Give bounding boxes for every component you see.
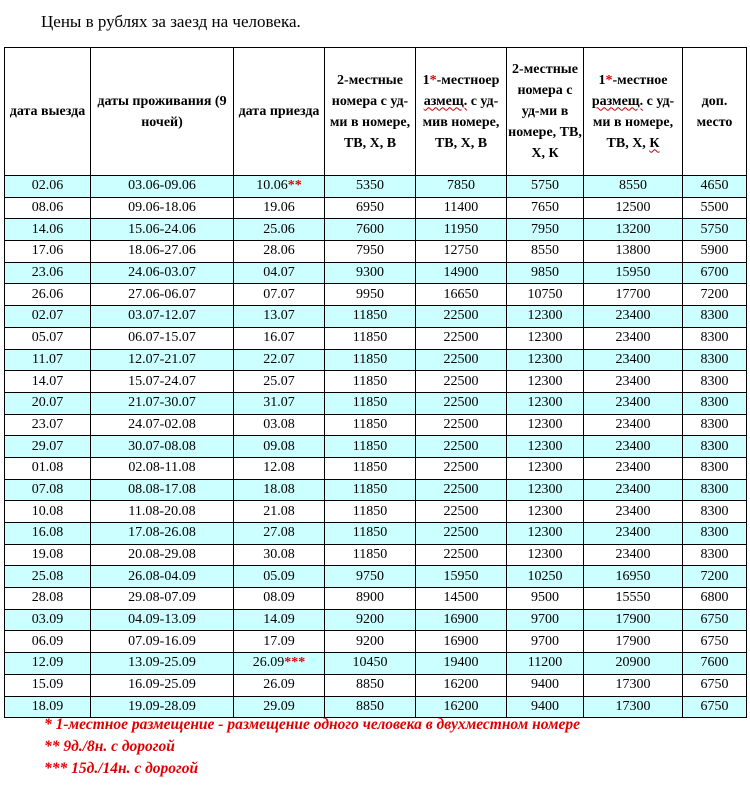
stay-cell: 15.06-24.06 [91,219,234,241]
table-row [5,479,747,501]
table-row [5,609,747,631]
arrival-cell [234,219,325,241]
table-row [5,306,747,328]
double-b-price-cell: 7950 [325,241,416,263]
single-b-price-cell: 15950 [416,566,507,588]
departure-cell: 07.08 [5,479,91,501]
double-b-price-cell: 11850 [325,414,416,436]
double-k-price-cell: 12300 [507,392,584,414]
double-k-price-cell: 12300 [507,327,584,349]
table-row [5,262,747,284]
arrival-date-text: 16.07 [263,330,295,346]
double-k-price-cell: 10750 [507,284,584,306]
single-k-price-cell: 16950 [584,566,683,588]
double-b-price-cell: 11850 [325,371,416,393]
arrival-date-text: 31.07 [263,395,295,411]
header-stay-dates: даты проживания (9 ночей) [91,48,234,176]
footnote-double-star: ** 9д./8н. с дорогой [44,738,175,755]
double-k-price-cell: 5750 [507,176,584,198]
arrival-date-text: 12.08 [263,460,295,476]
table-row [5,588,747,610]
stay-cell: 13.09-25.09 [91,653,234,675]
stay-cell: 24.06-03.07 [91,262,234,284]
stay-cell: 15.07-24.07 [91,371,234,393]
arrival-cell [234,327,325,349]
arrival-cell [234,176,325,198]
single-b-price-cell: 14500 [416,588,507,610]
single-k-price-cell: 15550 [584,588,683,610]
double-b-price-cell: 7600 [325,219,416,241]
table-row [5,501,747,523]
extra-bed-price-cell: 8300 [683,544,747,566]
arrival-date-text: 26.09 [263,677,295,693]
header-single-occupancy-b: 1*-местноер азмещ. с уд-мив номере, ТВ, Х, В [416,48,507,176]
single-k-price-cell: 15950 [584,262,683,284]
table-row [5,674,747,696]
extra-bed-price-cell: 8300 [683,479,747,501]
departure-cell: 02.06 [5,176,91,198]
single-b-price-cell: 22500 [416,523,507,545]
stay-cell: 20.08-29.08 [91,544,234,566]
arrival-date-text: 05.09 [263,568,295,584]
extra-bed-price-cell: 8300 [683,414,747,436]
departure-cell: 18.09 [5,696,91,718]
single-b-price-cell: 11950 [416,219,507,241]
departure-cell: 17.06 [5,241,91,263]
arrival-cell [234,197,325,219]
departure-cell: 11.07 [5,349,91,371]
stay-cell: 29.08-07.09 [91,588,234,610]
double-b-price-cell: 8850 [325,696,416,718]
double-k-price-cell: 9400 [507,674,584,696]
arrival-cell [234,306,325,328]
arrival-cell [234,566,325,588]
extra-bed-price-cell: 8300 [683,306,747,328]
extra-bed-price-cell: 8300 [683,523,747,545]
single-k-price-cell: 23400 [584,457,683,479]
double-k-price-cell: 12300 [507,457,584,479]
single-k-price-cell: 23400 [584,479,683,501]
single-k-price-cell: 17300 [584,696,683,718]
extra-bed-price-cell: 8300 [683,327,747,349]
arrival-cell [234,588,325,610]
double-b-price-cell: 11850 [325,392,416,414]
double-b-price-cell: 11850 [325,436,416,458]
stay-cell: 12.07-21.07 [91,349,234,371]
single-k-price-cell: 23400 [584,414,683,436]
arrival-cell [234,457,325,479]
stay-cell: 27.06-06.07 [91,284,234,306]
stay-cell: 11.08-20.08 [91,501,234,523]
double-b-price-cell: 9200 [325,631,416,653]
single-b-price-cell: 22500 [416,349,507,371]
extra-bed-price-cell: 7200 [683,284,747,306]
footnote-triple-star: *** 15д./14н. с дорогой [44,760,199,777]
departure-cell: 05.07 [5,327,91,349]
single-k-price-cell: 23400 [584,392,683,414]
extra-bed-price-cell: 7200 [683,566,747,588]
single-k-price-cell: 13800 [584,241,683,263]
arrival-cell [234,479,325,501]
double-k-price-cell: 12300 [507,349,584,371]
arrival-cell [234,284,325,306]
stay-cell: 21.07-30.07 [91,392,234,414]
single-b-price-cell: 16200 [416,674,507,696]
extra-bed-price-cell: 6750 [683,631,747,653]
arrival-cell [234,674,325,696]
single-k-price-cell: 17900 [584,609,683,631]
departure-cell: 10.08 [5,501,91,523]
extra-bed-price-cell: 8300 [683,457,747,479]
single-b-price-cell: 22500 [416,414,507,436]
arrival-date-text: 09.08 [263,438,295,454]
arrival-date-text: 25.07 [263,373,295,389]
single-k-price-cell: 13200 [584,219,683,241]
arrival-date-text: 25.06 [263,221,295,237]
single-b-price-cell: 16900 [416,631,507,653]
double-k-price-cell: 12300 [507,544,584,566]
arrival-date-text: 30.08 [263,547,295,563]
departure-cell: 23.07 [5,414,91,436]
single-k-price-cell: 8550 [584,176,683,198]
single-k-price-cell: 12500 [584,197,683,219]
stay-cell: 16.09-25.09 [91,674,234,696]
arrival-cell [234,544,325,566]
stay-cell: 26.08-04.09 [91,566,234,588]
table-row [5,241,747,263]
double-k-price-cell: 9700 [507,631,584,653]
arrival-date-text: 04.07 [263,265,295,281]
header-extra-bed: доп. место [683,48,747,176]
stay-cell: 03.06-09.06 [91,176,234,198]
arrival-date-text: 21.08 [263,503,295,519]
extra-bed-price-cell: 5750 [683,219,747,241]
single-k-price-cell: 17900 [584,631,683,653]
double-k-price-cell: 7950 [507,219,584,241]
arrival-cell [234,349,325,371]
arrival-cell [234,653,325,675]
double-k-price-cell: 10250 [507,566,584,588]
double-k-price-cell: 12300 [507,414,584,436]
table-row [5,457,747,479]
extra-bed-price-cell: 8300 [683,371,747,393]
table-row [5,414,747,436]
departure-cell: 26.06 [5,284,91,306]
header-departure-date: дата выезда [5,48,91,176]
double-k-price-cell: 11200 [507,653,584,675]
table-row [5,566,747,588]
extra-bed-price-cell: 5900 [683,241,747,263]
extra-bed-price-cell: 4650 [683,176,747,198]
stay-cell: 07.09-16.09 [91,631,234,653]
double-k-price-cell: 8550 [507,241,584,263]
departure-cell: 16.08 [5,523,91,545]
footnote-marker: *** [284,655,306,671]
header-arrival-date: дата приезда [234,48,325,176]
extra-bed-price-cell: 7600 [683,653,747,675]
single-b-price-cell: 19400 [416,653,507,675]
arrival-cell [234,392,325,414]
arrival-cell [234,523,325,545]
extra-bed-price-cell: 8300 [683,392,747,414]
stay-cell: 08.08-17.08 [91,479,234,501]
header-single-occupancy-k: 1*-местное размещ. с уд-ми в номере, ТВ, Х, К [584,48,683,176]
header-double-room-b: 2-местные номера с уд-ми в номере, ТВ, Х, В [325,48,416,176]
single-b-price-cell: 12750 [416,241,507,263]
footnotes [44,714,704,780]
double-k-price-cell: 12300 [507,523,584,545]
single-b-price-cell: 16900 [416,609,507,631]
single-k-price-cell: 20900 [584,653,683,675]
table-row [5,176,747,198]
single-b-price-cell: 22500 [416,327,507,349]
arrival-date-text: 19.06 [263,200,295,216]
double-b-price-cell: 10450 [325,653,416,675]
double-b-price-cell: 11850 [325,457,416,479]
departure-cell: 08.06 [5,197,91,219]
footnote-marker: ** [287,178,302,194]
double-b-price-cell: 9300 [325,262,416,284]
arrival-cell [234,631,325,653]
extra-bed-price-cell: 8300 [683,436,747,458]
single-b-price-cell: 7850 [416,176,507,198]
arrival-date-text: 27.08 [263,525,295,541]
table-caption: Цены в рублях за заезд на человека. [41,12,301,31]
double-k-price-cell: 9850 [507,262,584,284]
departure-cell: 20.07 [5,392,91,414]
arrival-date-text: 17.09 [263,633,295,649]
double-b-price-cell: 11850 [325,523,416,545]
single-k-price-cell: 17300 [584,674,683,696]
extra-bed-price-cell: 6700 [683,262,747,284]
departure-cell: 02.07 [5,306,91,328]
double-k-price-cell: 12300 [507,306,584,328]
double-k-price-cell: 9500 [507,588,584,610]
table-row [5,436,747,458]
departure-cell: 28.08 [5,588,91,610]
arrival-cell [234,371,325,393]
double-k-price-cell: 9400 [507,696,584,718]
arrival-cell [234,241,325,263]
footnote-single-occupancy: * 1-местное размещение - размещение одного человека в двухместном номере [44,716,580,733]
arrival-date-text: 08.09 [263,590,295,606]
double-k-price-cell: 7650 [507,197,584,219]
table-row [5,653,747,675]
arrival-cell [234,436,325,458]
arrival-date-text: 26.09 [252,655,285,671]
stay-cell: 09.06-18.06 [91,197,234,219]
single-k-price-cell: 23400 [584,436,683,458]
extra-bed-price-cell: 8300 [683,349,747,371]
double-b-price-cell: 6950 [325,197,416,219]
arrival-date-text: 18.08 [263,481,295,497]
double-b-price-cell: 11850 [325,349,416,371]
single-b-price-cell: 14900 [416,262,507,284]
arrival-date-text: 13.07 [263,308,295,324]
extra-bed-price-cell: 6750 [683,674,747,696]
stay-cell: 19.09-28.09 [91,696,234,718]
stay-cell: 17.08-26.08 [91,523,234,545]
double-b-price-cell: 11850 [325,479,416,501]
arrival-cell [234,262,325,284]
double-b-price-cell: 5350 [325,176,416,198]
single-b-price-cell: 16200 [416,696,507,718]
departure-cell: 03.09 [5,609,91,631]
table-row [5,392,747,414]
single-b-price-cell: 22500 [416,436,507,458]
departure-cell: 15.09 [5,674,91,696]
arrival-date-text: 14.09 [263,612,295,628]
table-row [5,631,747,653]
single-b-price-cell: 22500 [416,501,507,523]
double-k-price-cell: 12300 [507,501,584,523]
extra-bed-price-cell: 6750 [683,696,747,718]
stay-cell: 06.07-15.07 [91,327,234,349]
single-k-price-cell: 23400 [584,327,683,349]
double-b-price-cell: 8900 [325,588,416,610]
departure-cell: 12.09 [5,653,91,675]
double-k-price-cell: 12300 [507,479,584,501]
departure-cell: 06.09 [5,631,91,653]
departure-cell: 25.08 [5,566,91,588]
table-row [5,219,747,241]
stay-cell: 04.09-13.09 [91,609,234,631]
single-b-price-cell: 22500 [416,479,507,501]
header-double-room-k: 2-местные номера с уд-ми в номере, ТВ, Х, К [507,48,584,176]
double-b-price-cell: 11850 [325,306,416,328]
double-b-price-cell: 11850 [325,501,416,523]
departure-cell: 01.08 [5,457,91,479]
single-b-price-cell: 11400 [416,197,507,219]
double-b-price-cell: 11850 [325,327,416,349]
departure-cell: 23.06 [5,262,91,284]
stay-cell: 02.08-11.08 [91,457,234,479]
arrival-date-text: 22.07 [263,351,295,367]
departure-cell: 29.07 [5,436,91,458]
table-row [5,284,747,306]
double-k-price-cell: 12300 [507,436,584,458]
single-b-price-cell: 22500 [416,544,507,566]
single-k-price-cell: 23400 [584,349,683,371]
header-row [5,48,747,176]
table-row [5,197,747,219]
double-b-price-cell: 9750 [325,566,416,588]
extra-bed-price-cell: 8300 [683,501,747,523]
single-k-price-cell: 23400 [584,501,683,523]
double-b-price-cell: 9200 [325,609,416,631]
departure-cell: 14.06 [5,219,91,241]
single-k-price-cell: 17700 [584,284,683,306]
table-row [5,523,747,545]
arrival-date-text: 28.06 [263,243,295,259]
single-k-price-cell: 23400 [584,523,683,545]
arrival-date-text: 29.09 [263,698,295,714]
single-b-price-cell: 22500 [416,457,507,479]
double-k-price-cell: 9700 [507,609,584,631]
arrival-cell [234,501,325,523]
double-b-price-cell: 8850 [325,674,416,696]
table-row [5,544,747,566]
single-k-price-cell: 23400 [584,371,683,393]
double-b-price-cell: 9950 [325,284,416,306]
double-k-price-cell: 12300 [507,371,584,393]
single-k-price-cell: 23400 [584,544,683,566]
departure-cell: 19.08 [5,544,91,566]
table-row [5,327,747,349]
single-b-price-cell: 22500 [416,392,507,414]
extra-bed-price-cell: 5500 [683,197,747,219]
table-row [5,349,747,371]
table-row [5,371,747,393]
stay-cell: 30.07-08.08 [91,436,234,458]
arrival-date-text: 03.08 [263,416,295,432]
table-body [5,176,747,718]
arrival-cell [234,414,325,436]
arrival-cell [234,609,325,631]
price-table [4,47,747,718]
stay-cell: 18.06-27.06 [91,241,234,263]
double-b-price-cell: 11850 [325,544,416,566]
extra-bed-price-cell: 6800 [683,588,747,610]
extra-bed-price-cell: 6750 [683,609,747,631]
stay-cell: 24.07-02.08 [91,414,234,436]
arrival-date-text: 07.07 [263,286,295,302]
single-b-price-cell: 16650 [416,284,507,306]
single-k-price-cell: 23400 [584,306,683,328]
single-b-price-cell: 22500 [416,306,507,328]
departure-cell: 14.07 [5,371,91,393]
arrival-date-text: 10.06 [256,178,288,194]
stay-cell: 03.07-12.07 [91,306,234,328]
single-b-price-cell: 22500 [416,371,507,393]
